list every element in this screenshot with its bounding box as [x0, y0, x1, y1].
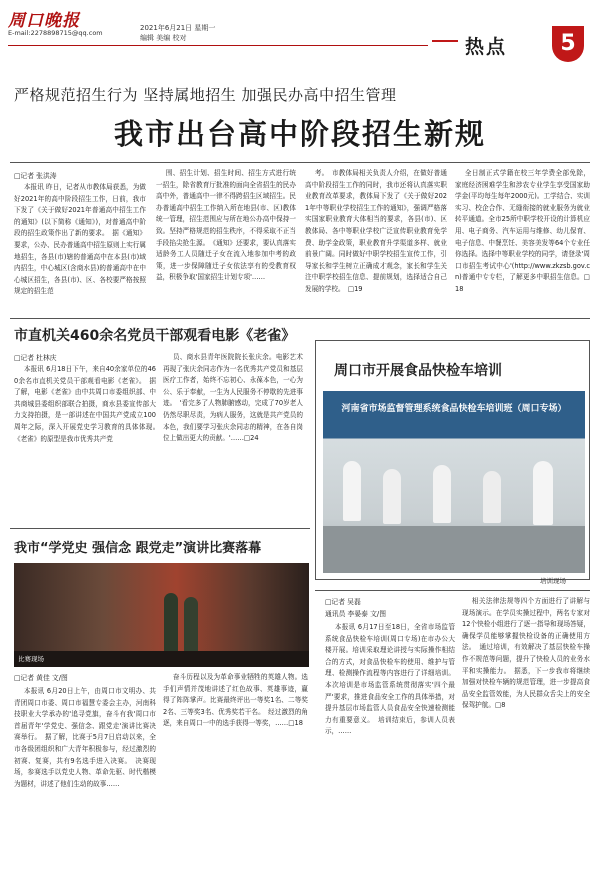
article4-byline: □记者 黄佳 文/图: [14, 674, 68, 682]
article3-byline: □记者 吴磊 通讯员 李晏泰 文/图: [325, 598, 386, 618]
article2-column-2: 员、商水县青年医院院长张庆余。电影艺术再现了张庆余同志作为一名优秀共产党员和基层医疗工作者，始终不忘初心、永葆本色，一心为公、乐于奉献，一生为人民服务不停歇的先进事迹。 '看完多了人物肺腑感动，完成了70岁老人仍然尽职尽责，为病人服务，这就是共产党员的本色，我们要学习张庆余同志的精神，在各自岗位上做出更大的贡献。'……□24: [163, 353, 303, 443]
article3-photo-caption: 培训现场: [540, 577, 566, 585]
divider: [10, 528, 310, 529]
lead-column-4: 全日制正式学籍在校三年学费全部免除，家庭经济困难学生和涉农专业学生享受国家助学金(平均每生每年2000元)。工学结合、实训实习、校企合作、无缝衔接的就业服务为就业转平通道。全市25所中职学校开设的计算机应用、电子商务、汽车运用与维修、幼儿保育、电子信息、中餐烹饪、美容美发等64个专业任你选择。选择中等职业学校的同学，请登录'周口市招生考试中心'(http://www.zkzsb.gov.cn)普通中专专栏，了解更多中职招生信息。□18: [455, 169, 590, 293]
article4-column-2: 奋斗历程以及为革命事业牺牲的英雄人物。选手们声情并茂地讲述了红色故事、英雄事迹，赢得了阵阵掌声。比赛最终评出一等奖1名、二等奖2名、三等奖3名、优秀奖若干名。 经过激烈的角逐，来自周口一中的选手获得一等奖，……□18: [163, 673, 308, 728]
training-banner: 河南省市场监督管理系统食品快检车培训班（周口专场）: [341, 404, 567, 414]
article4-photo-caption: 比赛现场: [18, 655, 44, 663]
article4-column-1: 本报讯 6月20日上午，由周口市文明办、共青团周口市委、周口市福慧专委会主办，河南科技职业大学承办的'追寻党旗，奋斗有我'周口市首届青年'学党史、强信念、跟党走'演讲比赛决赛举行。 据了解，比赛于5月7日启动以来，全市各级团组织和广大青年积极参与，经过激烈的初赛、复赛，共有9名选手进入决赛。 决赛现场，参赛选手以党史人物、革命先驱、时代楷模为题材，讲述了他们生动的故事……: [14, 687, 156, 788]
article2-title: 市直机关460余名党员干部观看电影《老雀》: [14, 328, 296, 344]
divider: [315, 590, 590, 591]
training-photo: [323, 391, 585, 573]
header-edition: 编辑 美编 校对: [140, 34, 187, 42]
contest-photo: [14, 563, 309, 667]
section-title: 热点: [465, 36, 508, 58]
masthead: 周口晚报: [8, 11, 80, 31]
article3-column-2: 相关法律法规等四个方面进行了讲解与现场演示。在学员实操过程中，两名专家对12个快检小组进行了逐一指导和现场答疑，确保学员能够掌握快检设备的正确使用方法。 通过培训，有效解决了基层快检车操作不规范等问题，提升了快检人员的业务水平和实操能力。 据悉，下一步我市将继续加强对快检车辆的规范管理，进一步提高食品安全监管效能，为人民群众舌尖上的安全保驾护航。□8: [462, 597, 590, 710]
lead-subtitle: 严格规范招生行为 坚持属地招生 加强民办高中招生管理: [14, 86, 397, 104]
lead-column-2: 围、招生计划、招生时间、招生方式进行统一招生，除省教育厅批准的面向全省招生的民办高中外，普通高中一律不得跨招生区域招生。民办普通高中招生工作纳入所在地县(市、区)教体统一管理，招生范围应与所在地公办高中保持一致。坚持严格规范的招生秩序，不得采取不正当手段掐尖抢生源。 《通知》还要求，要认真落实适龄务工人员随迁子女在流入地参加中考的政策，进一步保障随迁子女依法享有的受教育权益，积极争取'国家招生计划专项'……: [156, 169, 296, 282]
article4-title: 我市“学党史 强信念 跟党走”演讲比赛落幕: [14, 541, 262, 556]
lead-title: 我市出台高中阶段招生新规: [113, 117, 486, 151]
article3-title: 周口市开展食品快检车培训: [334, 363, 502, 379]
header-date: 2021年6月21日 星期一: [140, 24, 216, 32]
header-rule: [8, 45, 428, 46]
article2-column-1: 本报讯 6月18日下午，来自40余家单位的460余名市直机关党员干部观看电影《老雀》。 据了解，电影《老雀》由中共周口市委组织部、中共商城县委组织部联合拍摄，商水县委宣传部大力支持拍摄，是一部讲述在中国共产党成立100周年之际，深入开展党史学习教育的具体体现。 《老雀》的原型是我市优秀共产党: [14, 365, 163, 443]
divider: [10, 162, 590, 163]
lead-byline: □记者 张洪涛: [14, 172, 57, 180]
divider: [10, 318, 590, 319]
lead-column-1: 本报讯 昨日，记者从市教体局获悉，为做好2021年的高中阶段招生工作，日前，我市下发了《关于做好2021年普通高中招生工作的通知》(以下简称《通知》)，对普通高中阶段的招生政策作出了新的要求。 据《通知》要求，公办、民办普通高中招生原则上实行属地招生，各县(市)辖的普通高中在本县(市)域内招生，中心城区(含商水县)的普通高中在中心城区招生，各县(市)、区、各校要严格按照规定的招生范: [14, 183, 146, 296]
article2-byline: □记者 杜林庆: [14, 354, 57, 362]
article3-column-1: 本报讯 6月17日至18日，全省市场监管系统食品快检车培训(周口专场)在市办公大楼开展。培训采取理论讲授与实际操作相结合的方式，对食品快检车的使用、维护与管理、检测操作流程等内容进行了详细培训。本次培训是市场监管系统贯彻落实'四个最严'要求，推进食品安全工作的具体举措，对提升基层市场监管人员食品安全快速检测能力有重要意义。 培训结束后，参训人员表示，……: [325, 623, 455, 736]
page-number: 5: [552, 26, 584, 62]
lead-column-3: 考。 市教体局相关负责人介绍，在做好普通高中阶段招生工作的同时，我市还将认真落实职业教育改革要求，教体局下发了《关于做好2021年中等职业学校招生工作的通知》，强调严格落实国家职业教育大体相当的要求，各县(市)、区教体局、各中等职业学校广泛宣传职业教育免学费、助学金政策，职业教育升学渠道多样、就业前景广阔。同时做好中职学校招生宣传工作，引导家长和学生树立正确成才观念，家长和学生关注中职学校招生信息、提前规划，选择适合自己发展的学校。 □19: [305, 169, 447, 293]
header-decoration: [432, 40, 458, 42]
header-email: E-mail:2278898715@qq.com: [8, 29, 103, 37]
